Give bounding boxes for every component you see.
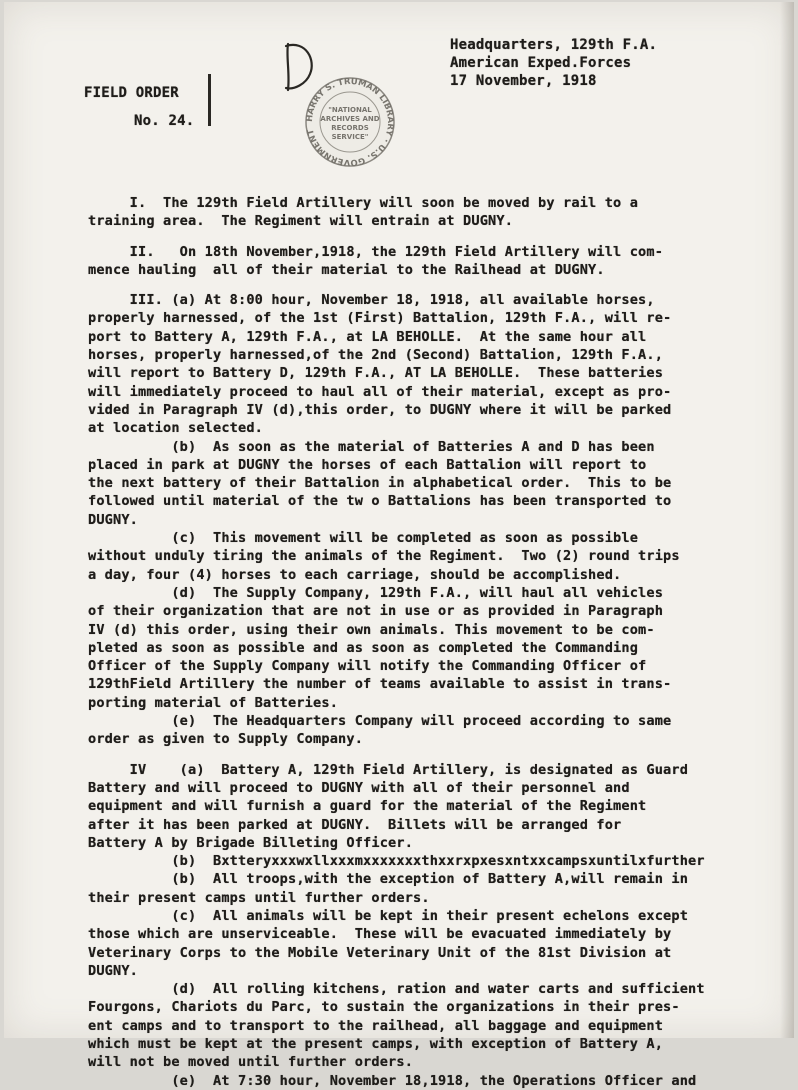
stamp-line-2: ARCHIVES AND xyxy=(320,115,380,123)
text-line: Veterinary Corps to the Mobile Veterinary Unit of the 81st Division at xyxy=(88,944,672,961)
text-line: (e) The Headquarters Company will proceed according to same xyxy=(88,713,672,730)
paragraph-4 xyxy=(88,761,788,1090)
text-line: port to Battery A, 129th F.A., at LA BEHOLLE. At the same hour all xyxy=(88,328,647,345)
text-line: will not be moved until further orders. xyxy=(88,1054,414,1071)
text-line: pleted as soon as possible and as soon as completed the Commanding xyxy=(88,639,639,656)
stamp-line-4: SERVICE" xyxy=(331,133,369,141)
text-line: (d) The Supply Company, 129th F.A., will haul all vehicles xyxy=(88,584,664,601)
text-line: DUGNY. xyxy=(88,511,139,528)
text-line: will report to Battery D, 129th F.A., AT LA BEHOLLE. These batteries xyxy=(88,365,664,382)
text-line: DUGNY. xyxy=(88,962,139,979)
text-line: horses, properly harnessed,of the 2nd (Second) Battalion, 129th F.A., xyxy=(88,347,664,364)
text-line: Battery A by Brigade Billeting Officer. xyxy=(88,834,414,851)
paragraph-3 xyxy=(88,291,788,748)
bracket-mark xyxy=(208,74,215,126)
text-line: IV (a) Battery A, 129th Field Artillery, is designated as Guard xyxy=(88,761,689,778)
text-line: of their organization that are not in use or as provided in Paragraph xyxy=(88,603,664,620)
text-line: Fourgons, Chariots du Parc, to sustain the organizations in their pres- xyxy=(88,999,680,1016)
text-line: after it has been parked at DUGNY. Billets will be arranged for xyxy=(88,816,622,833)
text-line: those which are unserviceable. These will be evacuated immediately by xyxy=(88,926,672,943)
text-line: properly harnessed, of the 1st (First) Battalion, 129th F.A., will re- xyxy=(88,310,672,327)
text-line: will immediately proceed to haul all of their material, except as pro- xyxy=(88,383,672,400)
text-line: (b) Bxtteryxxxwxllxxxmxxxxxxxthxxrxpxesxntxxcampsxuntilxfurther xyxy=(88,853,705,870)
stamp-line-1: "NATIONAL xyxy=(328,106,372,114)
text-line: training area. The Regiment will entrain at DUGNY. xyxy=(88,213,514,230)
order-body xyxy=(88,194,788,1090)
stamp-outer-text: HARRY S. TRUMAN LIBRARY · U.S. GOVERNMENT xyxy=(304,76,396,168)
text-line: without unduly tiring the animals of the Regiment. Two (2) round trips xyxy=(88,548,680,565)
text-line: (b) All troops,with the exception of Battery A,will remain in xyxy=(88,871,689,888)
text-line: IV (d) this order, using their own animals. This movement to be com- xyxy=(88,621,655,638)
text-line: the next battery of their Battalion in alphabetical order. This to be xyxy=(88,475,672,492)
text-line: a day, four (4) horses to each carriage, should be accomplished. xyxy=(88,566,622,583)
order-title: FIELD ORDER xyxy=(84,85,179,101)
document-page xyxy=(4,2,794,1089)
text-line: mence hauling all of their material to the Railhead at DUGNY. xyxy=(88,261,605,278)
text-line: Battery and will proceed to DUGNY with all of their personnel and xyxy=(88,779,630,796)
hq-line-2: American Exped.Forces xyxy=(450,55,632,71)
text-line: I. The 129th Field Artillery will soon be moved by rail to a xyxy=(88,195,639,211)
text-line: equipment and will furnish a guard for the material of the Regiment xyxy=(88,798,647,815)
order-number: No. 24. xyxy=(134,113,195,129)
text-line: at location selected. xyxy=(88,420,264,437)
text-line: 129thField Artillery the number of teams available to assist in trans- xyxy=(88,676,672,693)
text-line: porting material of Batteries. xyxy=(88,694,339,711)
text-line: Officer of the Supply Company will notify the Commanding Officer of xyxy=(88,658,647,675)
archive-stamp xyxy=(304,76,396,168)
paragraph-1 xyxy=(88,194,788,231)
text-line: (d) All rolling kitchens, ration and water carts and sufficient xyxy=(88,981,705,998)
stamp-line-3: RECORDS xyxy=(331,124,369,132)
text-line: (b) As soon as the material of Batteries A and D has been xyxy=(88,438,655,455)
text-line: placed in park at DUGNY the horses of each Battalion will report to xyxy=(88,456,647,473)
text-line: III. (a) At 8:00 hour, November 18, 1918, all available horses, xyxy=(88,292,655,309)
text-line: which must be kept at the present camps, with exception of Battery A, xyxy=(88,1036,664,1053)
text-line: (e) At 7:30 hour, November 18,1918, the Operations Officer and xyxy=(88,1072,697,1089)
text-line: (c) This movement will be completed as soon as possible xyxy=(88,530,639,547)
hq-date: 17 November, 1918 xyxy=(450,73,597,89)
text-line: ent camps and to transport to the railhead, all baggage and equipment xyxy=(88,1017,664,1034)
text-line: (c) All animals will be kept in their present echelons except xyxy=(88,907,689,924)
text-line: followed until material of the tw o Battalions has been transported to xyxy=(88,493,672,510)
hq-line-1: Headquarters, 129th F.A. xyxy=(450,37,658,53)
text-line: vided in Paragraph IV (d),this order, to DUGNY where it will be parked xyxy=(88,401,672,418)
text-line: their present camps until further orders. xyxy=(88,889,430,906)
paragraph-2 xyxy=(88,243,788,280)
text-line: order as given to Supply Company. xyxy=(88,731,364,748)
text-line: II. On 18th November,1918, the 129th Field Artillery will com- xyxy=(88,243,664,260)
